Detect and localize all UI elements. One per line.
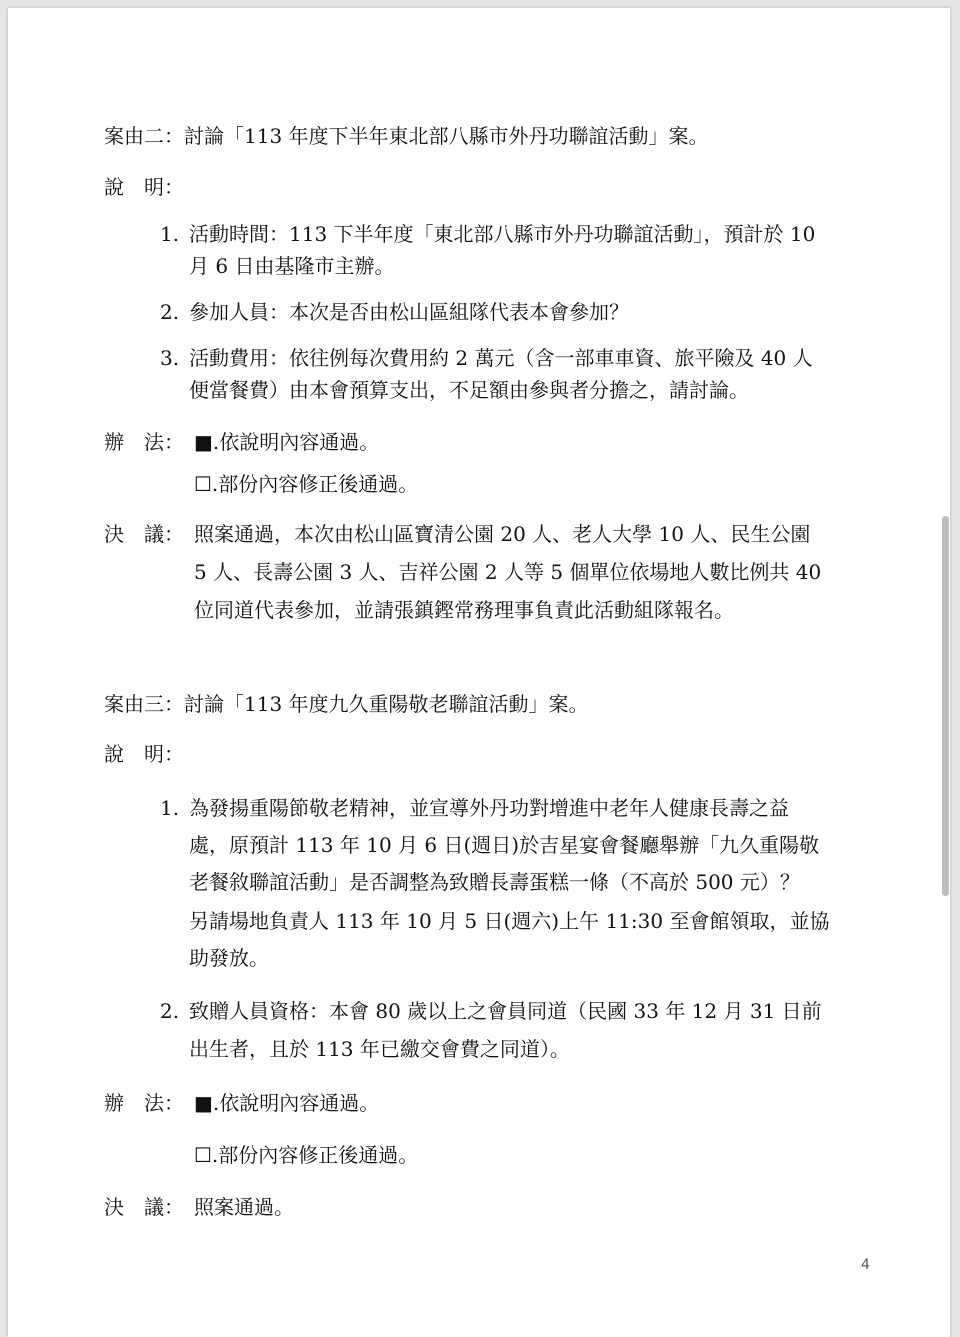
case2-method-option-amended: ☐.部份內容修正後通過。: [194, 472, 419, 496]
case3-item1-line2: 處，原預計 113 年 10 月 6 日(週日)於吉星宴會餐廳舉辦「九久重陽敬: [189, 833, 820, 857]
case2-resolution-label: 決 議：: [104, 522, 184, 546]
case3-item1-number: 1.: [160, 796, 180, 820]
case2-description-label: 說 明：: [104, 175, 184, 199]
case2-item3-line2: 便當餐費）由本會預算支出，不足額由參與者分擔之，請討論。: [189, 378, 749, 402]
case3-method-option-amended: ☐.部份內容修正後通過。: [194, 1143, 419, 1167]
case2-item2-line1: 參加人員：本次是否由松山區組隊代表本會參加？: [189, 300, 629, 324]
case2-title: 案由二：討論「113 年度下半年東北部八縣市外丹功聯誼活動」案。: [104, 124, 709, 148]
vertical-scrollbar[interactable]: [942, 516, 949, 896]
case2-method-option-approved: ■.依說明內容通過。: [194, 430, 380, 454]
case3-method-option-approved: ■.依說明內容通過。: [194, 1091, 380, 1115]
case2-item1-number: 1.: [160, 222, 180, 246]
case2-resolution-line3: 位同道代表參加，並請張鎮鏗常務理事負責此活動組隊報名。: [194, 598, 734, 622]
case3-item1-line3: 老餐敘聯誼活動」是否調整為致贈長壽蛋糕一條（不高於 500 元）？: [189, 870, 800, 894]
case2-method-label: 辦 法：: [104, 430, 184, 454]
case2-item3-line1: 活動費用：依往例每次費用約 2 萬元（含一部車車資、旅平險及 40 人: [189, 346, 813, 370]
case3-item2-line1: 致贈人員資格：本會 80 歲以上之會員同道（民國 33 年 12 月 31 日前: [189, 999, 822, 1023]
case2-item1-line2: 月 6 日由基隆市主辦。: [189, 254, 395, 278]
case2-item3-number: 3.: [160, 346, 180, 370]
case3-item1-line4: 另請場地負責人 113 年 10 月 5 日(週六)上午 11:30 至會館領取，並協: [189, 909, 830, 933]
document-page: [8, 8, 950, 1337]
case3-item1-line1: 為發揚重陽節敬老精神，並宣導外丹功對增進中老年人健康長壽之益: [189, 796, 789, 820]
case3-title: 案由三：討論「113 年度九久重陽敬老聯誼活動」案。: [104, 692, 589, 716]
page-number: 4: [861, 1257, 870, 1273]
case3-resolution-text: 照案通過。: [194, 1195, 294, 1219]
case3-item2-line2: 出生者，且於 113 年已繳交會費之同道）。: [189, 1037, 570, 1061]
case2-item2-number: 2.: [160, 300, 180, 324]
case3-resolution-label: 決 議：: [104, 1195, 184, 1219]
case3-description-label: 說 明：: [104, 742, 184, 766]
case2-item1-line1: 活動時間：113 下半年度「東北部八縣市外丹功聯誼活動」，預計於 10: [189, 222, 816, 246]
case2-resolution-line2: 5 人、長壽公園 3 人、吉祥公園 2 人等 5 個單位依場地人數比例共 40: [194, 560, 822, 584]
case2-resolution-line1: 照案通過，本次由松山區寶清公園 20 人、老人大學 10 人、民生公園: [194, 522, 811, 546]
case3-method-label: 辦 法：: [104, 1091, 184, 1115]
case3-item2-number: 2.: [160, 999, 180, 1023]
case3-item1-line5: 助發放。: [189, 946, 269, 970]
